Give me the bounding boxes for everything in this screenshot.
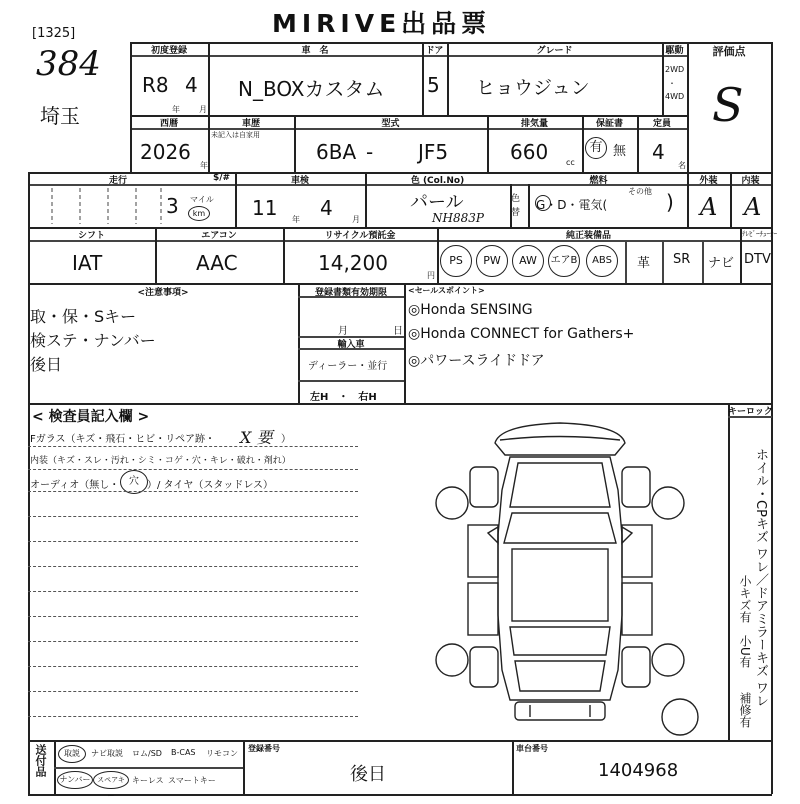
registration-number: 後日	[350, 764, 386, 785]
import-dealer: ディーラー・並行	[308, 361, 388, 372]
history-note: 未記入は自家用	[211, 131, 260, 139]
interior-label: 内装	[741, 176, 760, 186]
equipment-leather: 革	[637, 256, 651, 271]
drive-4wd: 4WD	[665, 92, 685, 101]
import-label: 輸入車	[337, 340, 365, 350]
km-unit: km	[188, 206, 210, 221]
equipment-pw: PW	[476, 245, 508, 277]
chassis-number-label: 車台番号	[516, 744, 548, 753]
capacity: 4	[652, 140, 665, 164]
yen-unit: 円	[427, 271, 435, 280]
notes-line-3: 後日	[30, 355, 63, 374]
equipment-ps: PS	[440, 245, 472, 277]
equipment-navi: ナビ	[708, 256, 735, 271]
inspector-interior: 内装（キズ・スレ・汚れ・シミ・コゲ・穴・キレ・破れ・剤れ）	[30, 456, 291, 466]
car-name-label: 車 名	[301, 46, 329, 56]
recolor-label: 色替	[511, 194, 521, 218]
fuel-gasoline-circle	[535, 195, 551, 211]
warranty-no: 無	[613, 144, 627, 159]
lot-number: 384	[36, 44, 101, 84]
interior-grade: A	[744, 193, 762, 221]
inspection-year: 11	[252, 196, 278, 220]
selling-point-3: ◎パワースライドドア	[408, 353, 545, 369]
drive-label: 駆動	[665, 46, 684, 56]
inspector-audio-post: ）/ タイヤ（スタッドレス）	[147, 480, 274, 491]
western-year: 2026	[140, 140, 191, 164]
drive-2wd: 2WD	[665, 65, 685, 74]
western-year-unit: 年	[200, 161, 208, 170]
key-lock-label: キーロック	[728, 407, 773, 417]
exterior-grade: A	[700, 193, 718, 221]
first-registration-era: R8	[142, 73, 169, 97]
inspector-glass-mark: X 要	[240, 428, 273, 447]
selling-point-1: ◎Honda SENSING	[408, 302, 533, 318]
notes-label: <注意事項>	[137, 288, 189, 298]
send-remote: リモコン	[206, 749, 238, 758]
model-code: JF5	[418, 140, 449, 164]
doors: 5	[427, 73, 440, 97]
color: パール	[410, 192, 464, 213]
warranty-label: 保証書	[595, 119, 623, 129]
fuel-label: 燃料	[589, 176, 608, 186]
tv-label: ﾃﾚﾋﾞｰﾁｭｰﾅｰ	[742, 230, 777, 238]
send-bcas: B-CAS	[171, 748, 196, 757]
send-items-label: 送付品	[34, 744, 47, 777]
fuel-options: G・D・電気(	[536, 198, 608, 212]
inspection-year-unit: 年	[292, 215, 300, 224]
registration-day-unit: 日	[393, 326, 403, 337]
capacity-unit: 名	[678, 161, 686, 170]
model-label: 型式	[381, 119, 400, 129]
selling-point-2: ◎Honda CONNECT for Gathers+	[408, 326, 635, 342]
doors-label: ドア	[425, 46, 444, 56]
ac: AAC	[196, 251, 238, 275]
send-manual: 取説	[58, 745, 86, 763]
inspector-audio-mark: 穴	[120, 470, 148, 494]
car-diagram	[430, 415, 730, 740]
registration-doc-label: 登録書類有効期限	[314, 288, 387, 298]
chassis-number: 1404968	[598, 760, 679, 781]
notes-line-2: 検ステ・ナンバー	[30, 331, 156, 350]
ac-label: エアコン	[201, 231, 237, 241]
year-unit: 年	[172, 105, 180, 114]
model-dash: -	[366, 140, 374, 164]
side-note-scratches: 小キズ有 小U有	[738, 575, 752, 668]
first-registration-month: 4	[185, 73, 198, 97]
registration-number-label: 登録番号	[248, 744, 280, 753]
exterior-label: 外装	[699, 176, 718, 186]
color-code: NH883P	[432, 211, 484, 225]
send-keyless: キーレス	[132, 776, 164, 785]
send-spare-key: スペアキー	[93, 771, 129, 789]
inspector-audio-pre: オーディオ（無し・	[30, 480, 120, 491]
notes-line-1: 取・保・Sキー	[30, 307, 137, 326]
equipment-label: 純正装備品	[565, 231, 611, 241]
side-note-wheel: ホイル・CPキズ ワレ／ドアミラーキズ ワレ	[753, 448, 768, 708]
displacement-label: 排気量	[520, 119, 548, 129]
capacity-label: 定員	[652, 119, 671, 129]
equipment-abs: ABS	[586, 245, 618, 277]
grade-label: グレード	[536, 46, 573, 56]
drive-dot: ・	[668, 79, 676, 88]
equipment-airbag: エアB	[548, 245, 580, 277]
score-label: 評価点	[712, 45, 746, 58]
color-label: 色 (Col.No)	[410, 176, 465, 186]
inspection-month: 4	[320, 196, 333, 220]
month-unit: 月	[199, 105, 207, 114]
registration-month-unit: 月	[338, 326, 348, 337]
fuel-other: その他	[628, 187, 652, 196]
lot-bracket: [1325]	[32, 26, 76, 41]
steering-side: 左H ・ 右H	[310, 392, 377, 403]
history-label: 車歴	[241, 119, 260, 129]
mileage-digit-separators	[28, 184, 235, 227]
mile-unit: マイル	[190, 195, 214, 204]
inspection-label: 車検	[290, 176, 309, 186]
recycle-label: リサイクル預託金	[324, 231, 396, 241]
page-title: MIRIVE出品票	[272, 9, 492, 38]
shift: IAT	[72, 251, 103, 275]
model-prefix: 6BA	[316, 140, 357, 164]
inspector-glass: Fガラス（キズ・飛石・ヒビ・リペア跡・	[30, 434, 216, 445]
warranty-yes: 有	[585, 137, 607, 159]
send-number-plate: ナンバー	[57, 771, 93, 789]
equipment-aw: AW	[512, 245, 544, 277]
inspector-glass-close: ）	[281, 434, 291, 445]
mileage-label: 走行	[108, 176, 127, 186]
western-year-label: 西暦	[159, 119, 178, 129]
recycle-fee: 14,200	[318, 251, 388, 275]
car-name: N_BOXカスタム	[238, 77, 385, 101]
send-navi-manual: ナビ取説	[91, 749, 123, 758]
grade: ヒョウジュン	[476, 77, 590, 99]
first-registration-label: 初度登録	[150, 46, 187, 56]
displacement: 660	[510, 140, 549, 164]
send-rom-sd: ロム/SD	[132, 749, 162, 758]
selling-points-label: <セールスポイント>	[408, 286, 485, 295]
send-smart-key: スマートキー	[168, 776, 216, 785]
side-note-repair: 補修有	[738, 692, 752, 728]
tv: DTV	[744, 252, 771, 267]
fuel-close: )	[666, 190, 674, 214]
score: S	[712, 78, 744, 132]
shift-label: シフト	[77, 231, 105, 241]
inspector-label: < 検査員記入欄 >	[32, 409, 150, 425]
mileage-value: 3	[166, 194, 179, 218]
cc-unit: cc	[566, 158, 575, 167]
region: 埼玉	[40, 104, 80, 128]
equipment-sunroof: SR	[673, 252, 691, 267]
inspection-month-unit: 月	[352, 215, 360, 224]
meter-label: $/#	[212, 173, 231, 183]
